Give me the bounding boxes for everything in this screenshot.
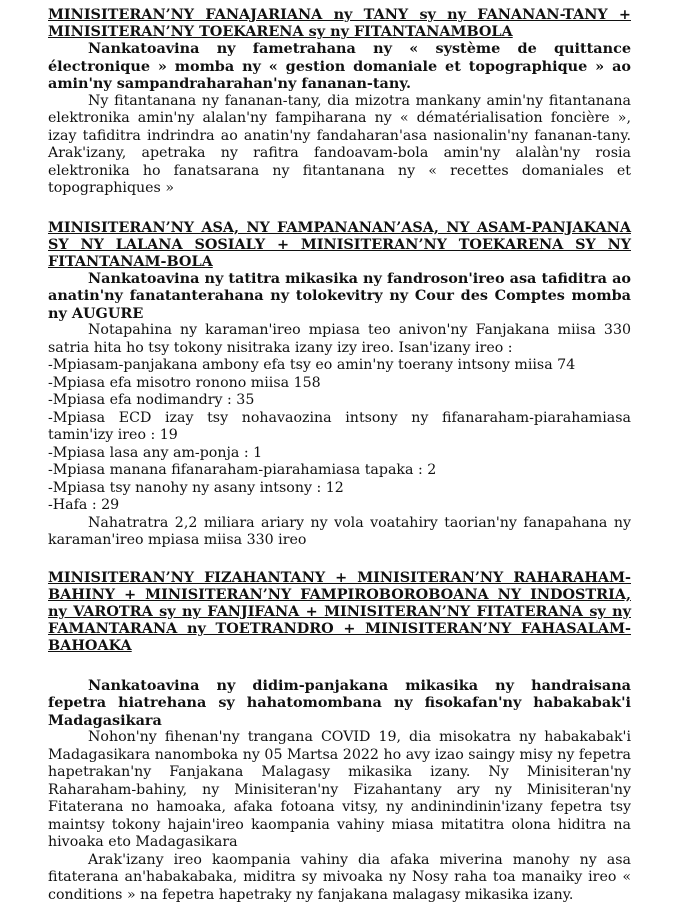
section-land-tenure xyxy=(48,6,631,198)
section-subtitle: Nankatoavina ny tatitra mikasika ny fandroson'ireo asa tafiditra ao anatin'ny fanatanterahana ny tolokevitry ny Cour des Comptes momba ny AUGURE xyxy=(48,270,631,323)
section-heading: MINISITERAN’NY FIZAHANTANY + MINISITERAN’NY RAHARAHAM-BAHINY + MINISITERAN’NY FAMPIROBOROBOANA NY INDOSTRIA, ny VAROTRA sy ny FANJIFANA + MINISITERAN’NY FITATERANA sy ny FAMANTARANA ny TOETRANDRO + MINISITERAN’NY FAHASALAM-BAHOAKA xyxy=(48,569,631,654)
section-closing: Nahatratra 2,2 miliara ariary ny vola voatahiry taorian'ny fanapahana ny karaman'ireo mpiasa miisa 330 ireo xyxy=(48,515,631,550)
spacer xyxy=(48,654,631,677)
section-subtitle: Nankatoavina ny fametrahana ny « système de quittance électronique » momba ny « gestion domaniale et topographique » ao amin'ny sampandraharahan'ny fananan-tany. xyxy=(48,40,631,93)
list-item: -Mpiasam-panjakana ambony efa tsy eo amin'ny toerany intsony miisa 74 xyxy=(48,357,631,375)
section-heading: MINISITERAN’NY FANAJARIANA ny TANY sy ny FANANAN-TANY + MINISITERAN’NY TOEKARENA sy ny FITANTANAMBOLA xyxy=(48,6,631,40)
list-item: -Hafa : 29 xyxy=(48,497,631,515)
section-intro: Notapahina ny karaman'ireo mpiasa teo anivon'ny Fanjakana miisa 330 satria hita ho tsy tokony nisitraka izany izy ireo. Isan'izany ireo : xyxy=(48,322,631,357)
staff-list xyxy=(48,357,631,515)
section-subtitle: Nankatoavina ny didim-panjakana mikasika ny handraisana fepetra hiatrehana sy hahatomombana ny fisokafan'ny habakabak'i Madagasikara xyxy=(48,677,631,730)
list-item: -Mpiasa tsy nanohy ny asany intsony : 12 xyxy=(48,480,631,498)
section-heading: MINISITERAN’NY ASA, NY FAMPANANAN’ASA, NY ASAM-PANJAKANA SY NY LALANA SOSIALY + MINISITERAN’NY TOEKARENA SY NY FITANTANAM-BOLA xyxy=(48,219,631,270)
list-item: -Mpiasa lasa any am-ponja : 1 xyxy=(48,445,631,463)
section-paragraph: Arak'izany ireo kaompania vahiny dia afaka miverina manohy ny asa fitaterana an'habakabaka, miditra sy mivoaka ny Nosy raha toa manaiky ireo « conditions » na fepetra hapetraky ny fanjakana malagasy mikasika izany. xyxy=(48,852,631,904)
section-paragraph: Ny fitantanana ny fananan-tany, dia mizotra mankany amin'ny fitantanana elektronika amin'ny alalan'ny fampiharana ny « dématérialisation foncière », izay tafiditra indrindra ao anatin'ny fandaharan'asa nasionalin'ny fananan-tany. Arak'izany, apetraka ny rafitra fandoavam-bola amin'ny alalàn'ny rosia elektronika ho fanatsarana ny fitantanana ny « recettes domaniales et topographiques » xyxy=(48,93,631,198)
section-paragraph: Nohon'ny fihenan'ny trangana COVID 19, dia misokatra ny habakabak'i Madagasikara nanomboka ny 05 Martsa 2022 ho avy izao saingy misy ny fepetra hapetrakan'ny Fanjakana Malagasy mikasika izany. Ny Minisiteran'ny Raharaham-bahiny, ny Minisiteran'ny Fizahantany ary ny Minisiteran'ny Fitaterana no hamoaka, afaka fotoana vitsy, ny andinindinin'izany fepetra tsy maintsy tokony hajain'ireo kaompania vahiny miasa mitatitra olona hiditra na hivoaka eto Madagasikara xyxy=(48,729,631,852)
list-item: -Mpiasa efa misotro ronono miisa 158 xyxy=(48,375,631,393)
list-item: -Mpiasa ECD izay tsy nohavaozina intsony ny fifanaraham-piarahamiasa tamin'izy ireo : 19 xyxy=(48,410,631,445)
section-airspace xyxy=(48,569,631,904)
list-item: -Mpiasa manana fifanaraham-piarahamiasa tapaka : 2 xyxy=(48,462,631,480)
list-item: -Mpiasa efa nodimandry : 35 xyxy=(48,392,631,410)
section-civil-service xyxy=(48,219,631,550)
